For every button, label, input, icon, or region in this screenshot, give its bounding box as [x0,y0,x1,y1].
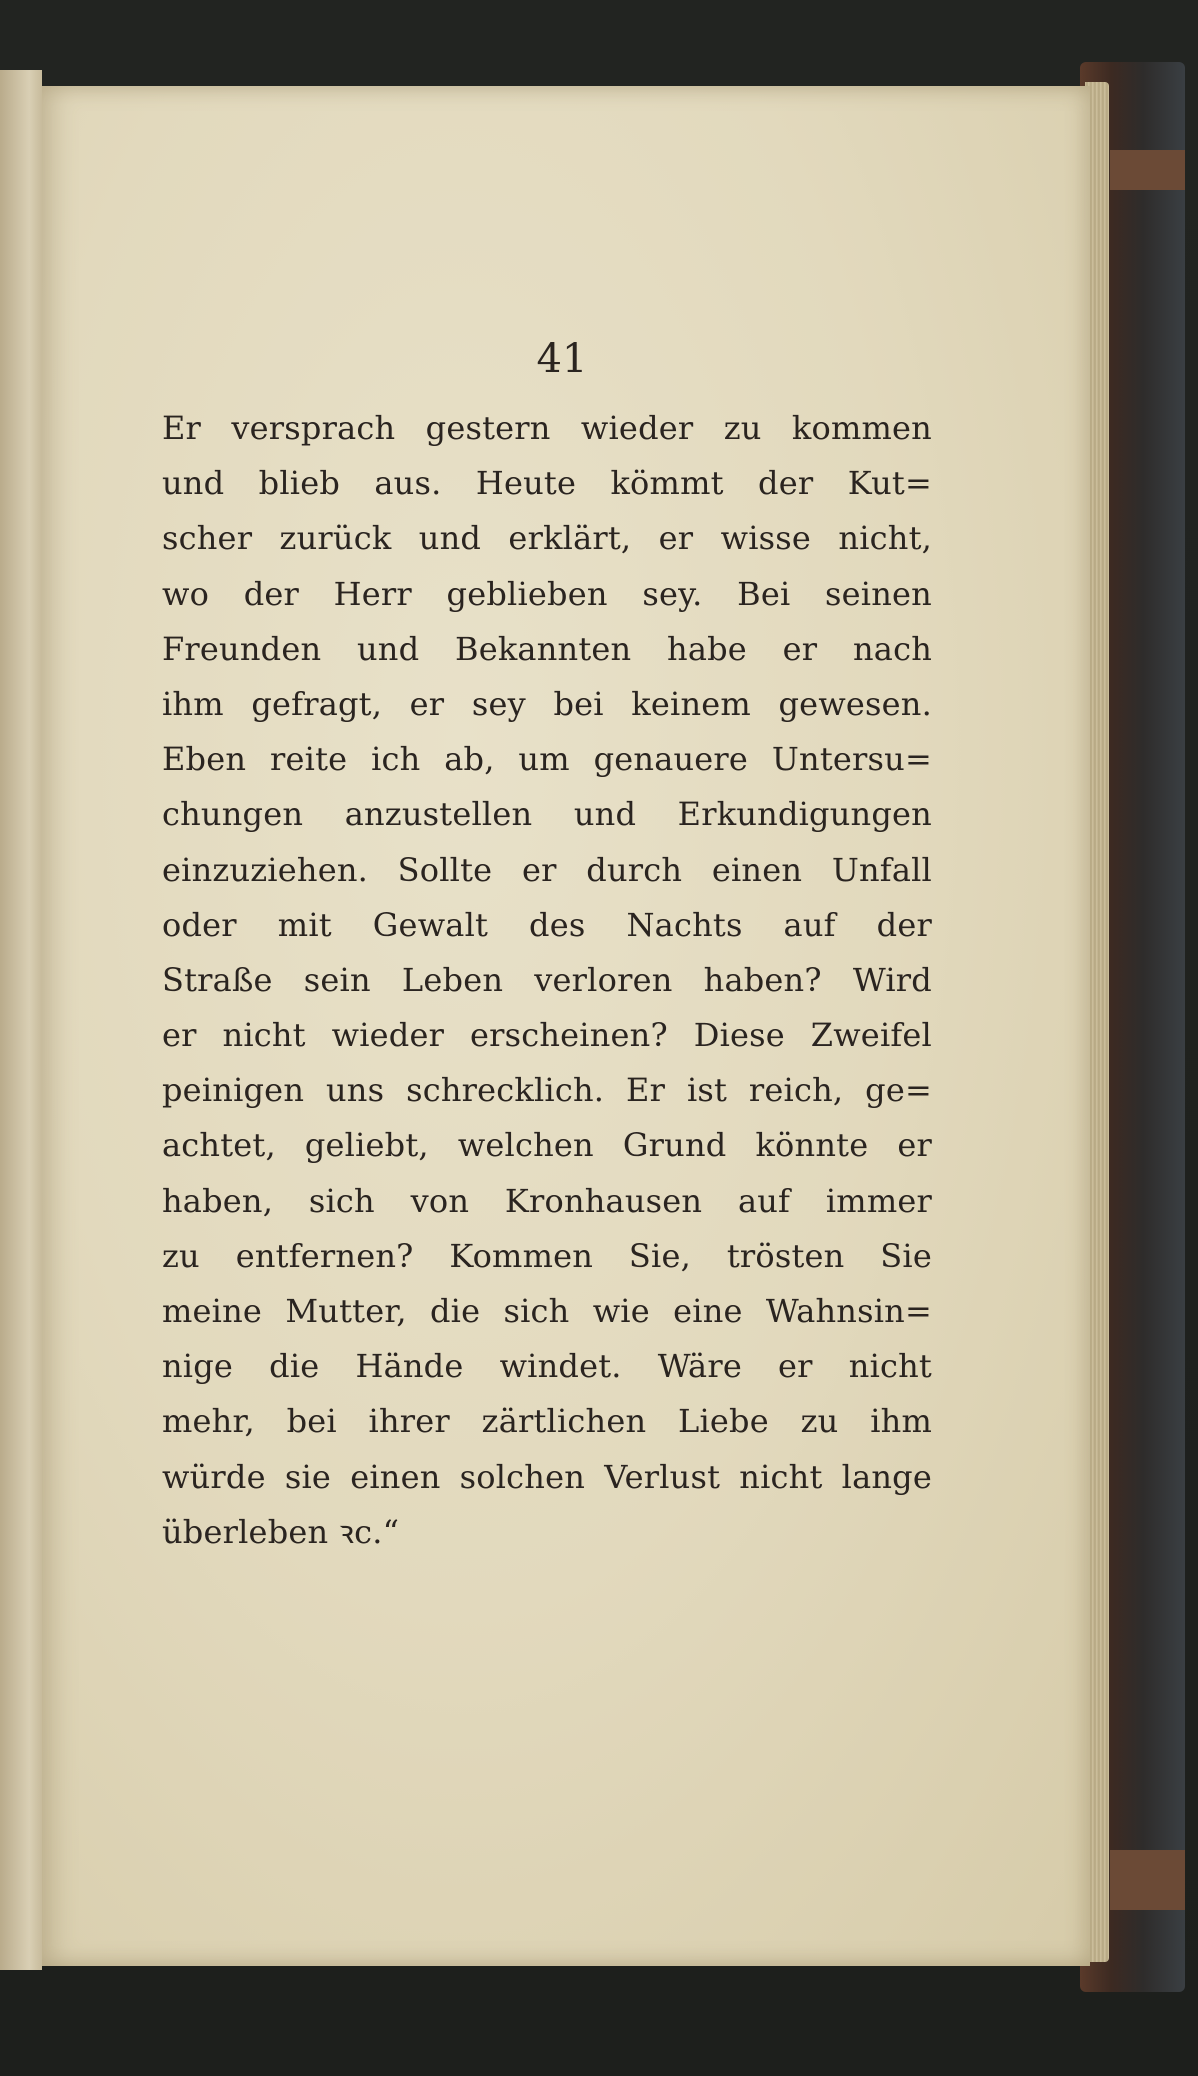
page-number: 41 [536,336,588,382]
text-line: Eben reite ich ab, um genauere Untersu= [162,740,932,779]
text-line: scher zurück und erklärt, er wisse nicht, [162,519,932,558]
text-line: peinigen uns schrecklich. Er ist reich, ge= [162,1071,932,1110]
cover-band-bottom [1110,1850,1185,1910]
text-line: meine Mutter, die sich wie eine Wahnsin= [162,1292,932,1330]
text-line: würde sie einen solchen Verlust nicht lange [162,1457,932,1496]
facing-page-edge [0,70,42,1970]
text-line: er nicht wieder erscheinen? Diese Zweifel [162,1016,932,1055]
text-line: ihm gefragt, er sey bei keinem gewesen. [162,684,932,723]
text-line: nige die Hände windet. Wäre er nicht [162,1347,932,1386]
text-line: Freunden und Bekannten habe er nach [162,629,932,668]
text-line: chungen anzustellen und Erkundigungen [162,795,932,834]
book-page [42,86,1090,1966]
text-line: oder mit Gewalt des Nachts auf der [162,905,932,944]
text-line: achtet, geliebt, welchen Grund könnte er [162,1126,932,1165]
text-line: überleben ꝛc.“ [162,1512,400,1551]
text-line: mehr, bei ihrer zärtlichen Liebe zu ihm [162,1402,932,1441]
text-line: einzuziehen. Sollte er durch einen Unfall [162,850,932,889]
body-text [162,401,932,1560]
text-line: Er versprach gestern wieder zu kommen [162,409,932,447]
text-line: haben, sich von Kronhausen auf immer [162,1181,932,1220]
text-line: und blieb aus. Heute kömmt der Kut= [162,464,932,503]
text-line: zu entfernen? Kommen Sie, trösten Sie [162,1236,932,1275]
cover-band-top [1110,150,1185,190]
text-line: wo der Herr geblieben sey. Bei seinen [162,574,932,613]
text-line: Straße sein Leben verloren haben? Wird [162,960,932,999]
